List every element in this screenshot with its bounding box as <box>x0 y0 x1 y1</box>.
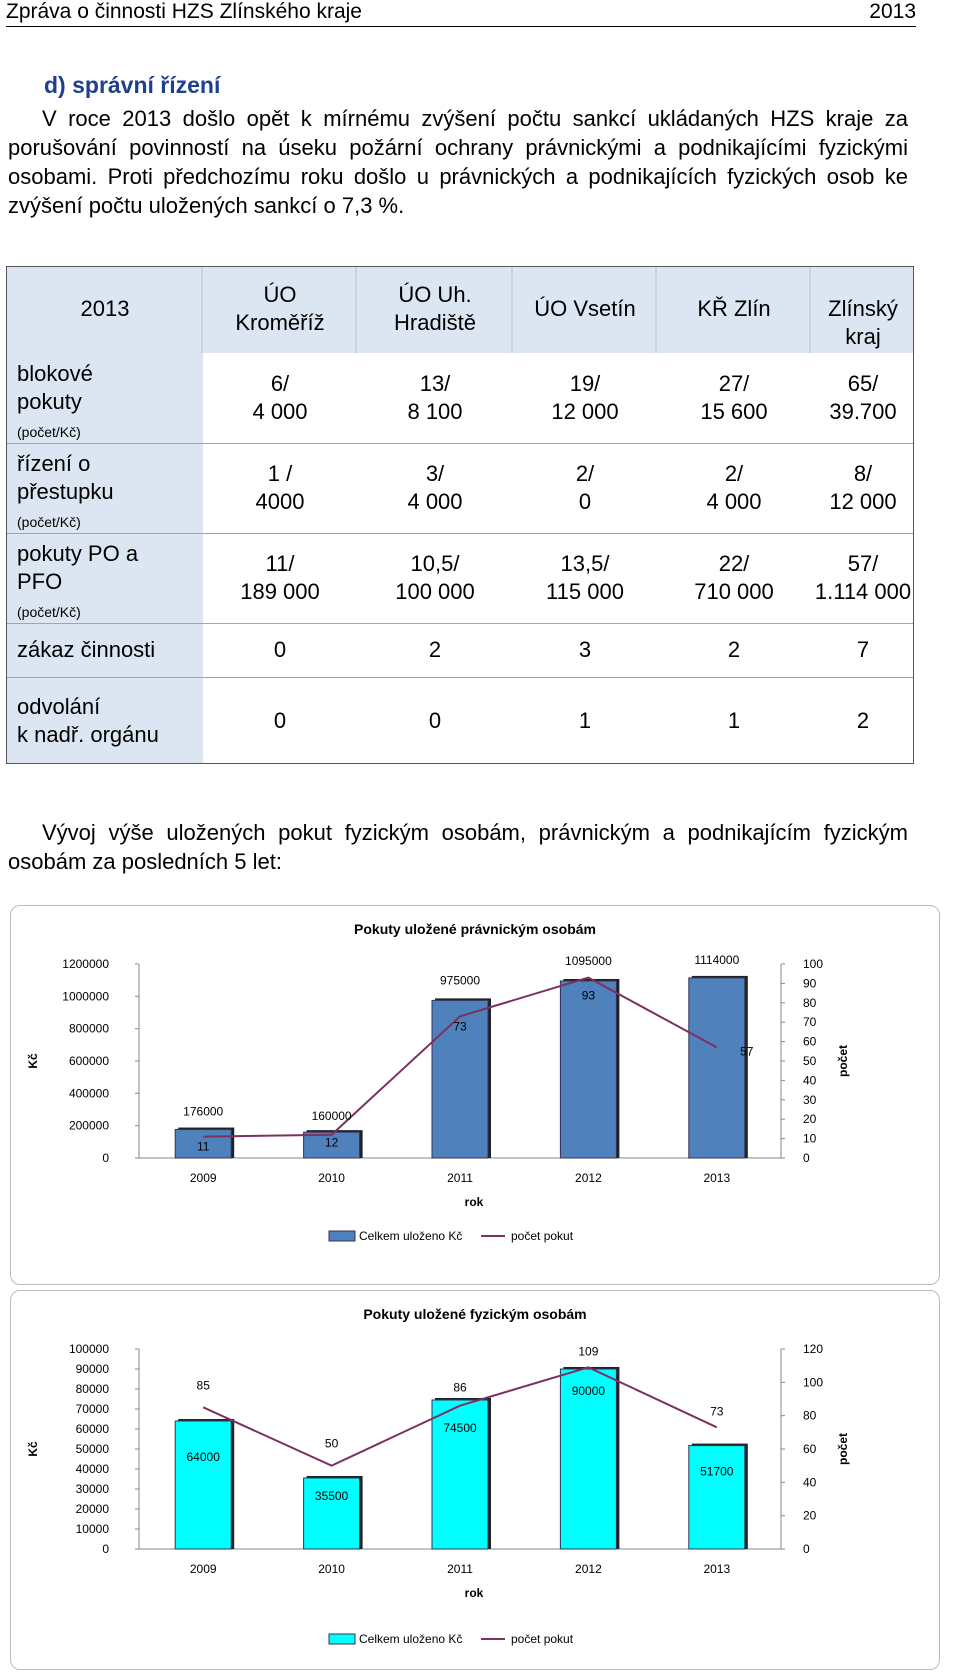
x-axis-label: rok <box>464 1195 484 1209</box>
y2-tick-label: 40 <box>803 1073 817 1088</box>
chart-title: Pokuty uložené fyzickým osobám <box>363 1306 587 1322</box>
y-tick-label: 0 <box>102 1542 109 1556</box>
y2-tick-label: 120 <box>803 1342 824 1356</box>
chart-natural-persons-box <box>10 1290 940 1670</box>
row-label-line: pokuty <box>17 389 82 414</box>
row-label-unit: (počet/Kč) <box>17 604 81 620</box>
y2-tick-label: 20 <box>803 1112 817 1127</box>
chart-natural-persons <box>11 1291 939 1669</box>
cell-line: ÚO Uh. <box>398 282 472 307</box>
chart-legal-persons-box <box>10 905 940 1285</box>
cell-line: 0 <box>578 489 592 514</box>
cell-line: 2/ <box>724 461 744 486</box>
row-label-unit: (počet/Kč) <box>17 514 81 530</box>
cell-line: 100 000 <box>395 579 475 604</box>
bar-value-label: 90000 <box>571 1384 606 1398</box>
row-label-line: pokuty PO a <box>17 541 139 566</box>
cell-line: 19/ <box>569 371 601 396</box>
header-separator <box>655 267 657 353</box>
x-tick-label: 2013 <box>703 1562 731 1576</box>
column-header <box>513 295 657 323</box>
y2-tick-label: 80 <box>803 1408 817 1423</box>
cell-line: 4 000 <box>706 489 762 514</box>
cell-line: 27/ <box>718 371 750 396</box>
table-cell <box>513 370 657 426</box>
table-cell <box>657 550 811 606</box>
row-label-line: PFO <box>17 569 63 594</box>
count-value-label: 11 <box>196 1139 210 1154</box>
y-tick-label: 90000 <box>75 1362 109 1376</box>
column-header <box>203 281 357 337</box>
row-label-line: blokové <box>17 361 93 386</box>
row-label-line: přestupku <box>17 479 114 504</box>
cell-line: 13/ <box>419 371 451 396</box>
table-cell <box>357 460 513 516</box>
table-cell <box>513 550 657 606</box>
table-cell <box>811 550 915 606</box>
row-label <box>17 693 159 749</box>
count-value-label: 109 <box>578 1344 599 1359</box>
y-tick-label: 1200000 <box>62 957 109 971</box>
legend-bar-swatch <box>329 1231 355 1241</box>
table-cell <box>811 460 915 516</box>
row-label-unit: (počet/Kč) <box>17 424 81 440</box>
page-header <box>6 0 916 27</box>
header-separator <box>201 267 203 353</box>
cell-line: 2/ <box>575 461 595 486</box>
x-tick-label: 2012 <box>575 1171 602 1185</box>
table-cell <box>657 460 811 516</box>
cell-line: 3 <box>578 637 592 662</box>
count-value-label: 86 <box>453 1380 467 1395</box>
legend-bar-swatch <box>329 1634 355 1644</box>
table-cell <box>357 550 513 606</box>
cell-line: 13,5/ <box>560 551 610 576</box>
chart-title: Pokuty uložené právnickým osobám <box>354 921 596 937</box>
y2-tick-label: 80 <box>803 995 817 1010</box>
bar-value-label: 1095000 <box>565 953 612 968</box>
row-label-line: řízení o <box>17 451 91 476</box>
cell-line: 12 000 <box>829 489 897 514</box>
table-cell <box>811 636 915 664</box>
charts-caption <box>8 818 908 876</box>
row-separator <box>7 623 913 624</box>
y2-tick-label: 40 <box>803 1475 817 1490</box>
row-separator <box>7 443 913 444</box>
y-tick-label: 20000 <box>75 1502 109 1516</box>
cell-line: Hradiště <box>394 310 476 335</box>
cell-line: 22/ <box>718 551 750 576</box>
y-tick-label: 70000 <box>75 1402 109 1416</box>
chart-legal-persons <box>11 906 939 1284</box>
row-label <box>17 360 93 446</box>
cell-line: KŘ Zlín <box>697 296 771 321</box>
y2-axis-label: počet <box>836 1432 850 1466</box>
cell-line: 4 000 <box>407 489 463 514</box>
y2-tick-label: 10 <box>803 1131 817 1146</box>
column-header <box>657 295 811 323</box>
x-tick-label: 2011 <box>447 1562 473 1576</box>
y-tick-label: 10000 <box>75 1522 109 1536</box>
y-tick-label: 600000 <box>68 1054 109 1068</box>
y-tick-label: 60000 <box>75 1422 109 1436</box>
table-cell <box>513 707 657 735</box>
count-value-label: 12 <box>324 1135 339 1150</box>
cell-line: ÚO Vsetín <box>534 296 636 321</box>
section-title: d) správní řízení <box>44 72 221 98</box>
y2-tick-label: 50 <box>803 1054 817 1068</box>
cell-line: 1.114 000 <box>814 579 912 604</box>
count-value-label: 73 <box>710 1404 724 1419</box>
cell-line: 57/ <box>847 551 879 576</box>
x-axis-label: rok <box>464 1586 484 1600</box>
bar-value-label: 1114000 <box>694 952 740 967</box>
row-separator <box>7 677 913 678</box>
y2-tick-label: 60 <box>803 1034 817 1049</box>
header-separator <box>511 267 513 353</box>
cell-line: 2 <box>428 637 442 662</box>
cell-line: 3/ <box>425 461 445 486</box>
count-value-label: 93 <box>581 988 596 1003</box>
cell-line: ÚO <box>263 282 297 307</box>
cell-line: 7 <box>856 637 870 662</box>
row-label-line: odvolání <box>17 694 101 719</box>
row-label <box>17 450 114 536</box>
table-cell <box>203 370 357 426</box>
y2-tick-label: 60 <box>803 1442 817 1456</box>
intro-paragraph <box>8 104 908 220</box>
y-tick-label: 30000 <box>75 1482 109 1496</box>
row-label-line: k nadř. orgánu <box>17 722 159 747</box>
y-tick-label: 80000 <box>75 1382 109 1396</box>
column-header <box>357 281 513 337</box>
y-tick-label: 0 <box>102 1151 109 1165</box>
sanctions-table <box>6 266 914 764</box>
cell-line: 65/ <box>847 371 879 396</box>
cell-line: 0 <box>273 637 287 662</box>
legend-bar-label: Celkem uloženo Kč <box>359 1229 463 1243</box>
y2-tick-label: 100 <box>803 957 824 971</box>
bar-value-label: 176000 <box>183 1104 224 1119</box>
bar <box>175 1421 231 1549</box>
cell-line: 0 <box>273 708 287 733</box>
bar-value-label: 35500 <box>314 1489 349 1503</box>
header-separator <box>355 267 357 353</box>
y2-tick-label: 0 <box>803 1542 810 1556</box>
table-cell <box>203 550 357 606</box>
table-cell <box>203 460 357 516</box>
bar <box>560 981 616 1158</box>
intro-text: V roce 2013 došlo opět k mírnému zvýšení počtu sankcí ukládaných HZS kraje za porušování povinností na úseku požární ochrany právnickými a podnikajícími fyzickými osobami. Proti předchozímu roku došlo u právnických a podnikajících fyzických osob ke zvýšení počtu uložených sankcí o 7,3 %. <box>8 106 908 218</box>
x-tick-label: 2012 <box>575 1562 602 1576</box>
header-year: 2013 <box>869 0 916 23</box>
y-tick-label: 200000 <box>68 1118 109 1133</box>
legend-line-label: počet pokut <box>511 1229 574 1243</box>
table-cell <box>203 707 357 735</box>
cell-line: 4 000 <box>252 399 308 424</box>
cell-line: 12 000 <box>551 399 619 424</box>
table-cell <box>357 370 513 426</box>
y2-tick-label: 0 <box>803 1151 810 1165</box>
caption-text: Vývoj výše uložených pokut fyzickým osobám, právnickým a podnikajícím fyzickým osobám za posledních 5 let: <box>8 820 908 874</box>
y2-tick-label: 70 <box>803 1015 817 1030</box>
table-cell <box>203 636 357 664</box>
row-separator <box>7 533 913 534</box>
table-cell <box>811 370 915 426</box>
table-cell <box>513 636 657 664</box>
bar-value-label: 975000 <box>439 973 481 988</box>
table-cell <box>657 636 811 664</box>
cell-line: 710 000 <box>694 579 774 604</box>
count-value-label: 57 <box>740 1044 754 1059</box>
bar <box>689 978 745 1158</box>
x-tick-label: 2013 <box>703 1171 731 1185</box>
cell-line: 39.700 <box>829 399 897 424</box>
x-tick-label: 2009 <box>189 1562 217 1576</box>
y-tick-label: 50000 <box>75 1442 109 1456</box>
x-tick-label: 2009 <box>189 1171 217 1185</box>
y-tick-label: 400000 <box>68 1086 109 1101</box>
count-value-label: 73 <box>453 1019 467 1034</box>
cell-line: 10,5/ <box>410 551 460 576</box>
y2-tick-label: 20 <box>803 1508 817 1523</box>
legend-bar-label: Celkem uloženo Kč <box>359 1632 463 1646</box>
table-cell <box>357 707 513 735</box>
cell-line: Kroměříž <box>235 310 325 335</box>
y-axis-label: Kč <box>26 1441 40 1457</box>
y-tick-label: 1000000 <box>62 989 109 1004</box>
y2-tick-label: 90 <box>803 976 817 991</box>
cell-line: 1 <box>727 708 741 733</box>
column-header <box>811 295 915 351</box>
table-cell <box>657 707 811 735</box>
cell-line: 2 <box>856 708 870 733</box>
table-cell <box>357 636 513 664</box>
table-cell <box>513 460 657 516</box>
x-tick-label: 2010 <box>318 1171 345 1185</box>
cell-line: 189 000 <box>240 579 320 604</box>
x-tick-label: 2011 <box>447 1171 473 1185</box>
table-corner-year: 2013 <box>80 296 130 321</box>
table-cell <box>811 707 915 735</box>
cell-line: 15 600 <box>700 399 768 424</box>
cell-line: 11/ <box>265 551 295 576</box>
cell-line: 2 <box>727 637 741 662</box>
x-tick-label: 2010 <box>318 1562 345 1576</box>
y2-axis-label: počet <box>836 1044 850 1078</box>
bar-value-label: 74500 <box>443 1421 477 1435</box>
cell-line: 8/ <box>853 461 873 486</box>
row-label <box>17 540 138 626</box>
bar-value-label: 64000 <box>186 1450 220 1464</box>
cell-line: 4000 <box>255 489 305 514</box>
cell-line: 0 <box>428 708 442 733</box>
y-axis-label: Kč <box>26 1053 40 1069</box>
cell-line: 1 / <box>267 461 293 486</box>
cell-line: 8 100 <box>407 399 463 424</box>
bar <box>689 1446 745 1549</box>
cell-line: 115 000 <box>546 579 624 604</box>
cell-line: 1 <box>578 708 592 733</box>
bar-value-label: 51700 <box>700 1464 734 1479</box>
count-value-label: 50 <box>324 1436 339 1451</box>
row-label-line: zákaz činnosti <box>17 637 156 662</box>
row-label <box>17 636 155 664</box>
cell-line: Zlínský kraj <box>828 296 898 349</box>
y2-tick-label: 100 <box>803 1375 824 1390</box>
y2-tick-label: 30 <box>803 1092 817 1107</box>
bar-value-label: 160000 <box>311 1109 352 1124</box>
y-tick-label: 100000 <box>68 1342 109 1356</box>
header-title: Zpráva o činnosti HZS Zlínského kraje <box>6 0 362 23</box>
legend-line-label: počet pokut <box>511 1632 574 1646</box>
count-value-label: 85 <box>196 1378 210 1393</box>
header-separator <box>809 267 811 353</box>
y-tick-label: 40000 <box>75 1462 109 1476</box>
cell-line: 6/ <box>270 371 290 396</box>
table-cell <box>657 370 811 426</box>
y-tick-label: 800000 <box>68 1021 109 1036</box>
